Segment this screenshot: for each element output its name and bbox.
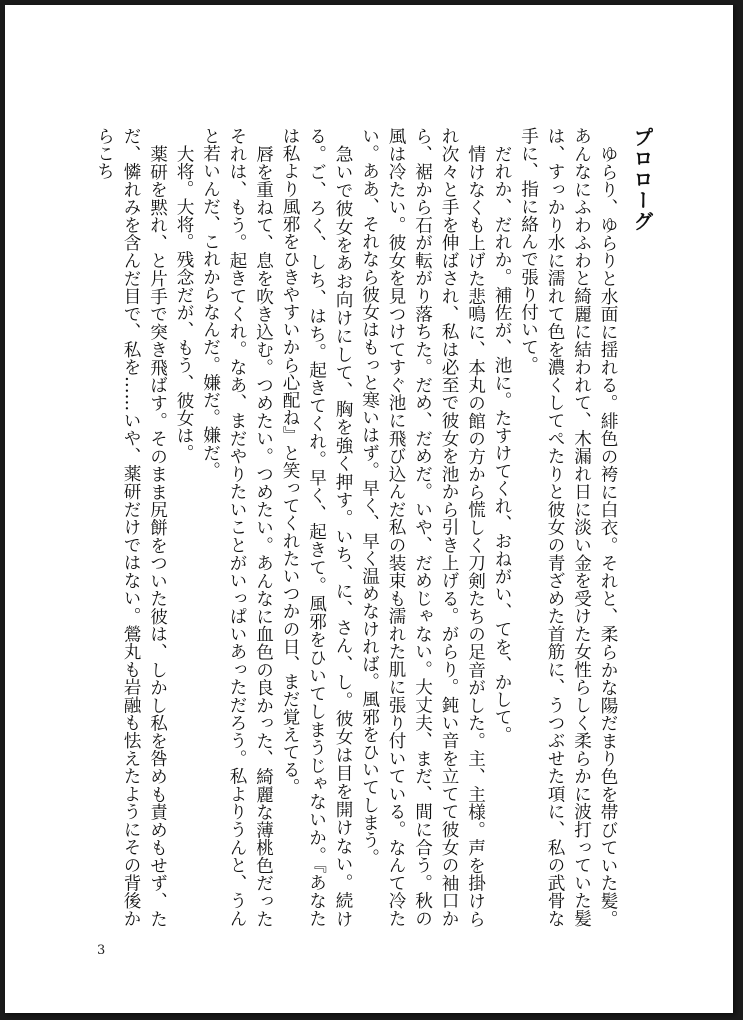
paragraph: 大将。大将。残念だが、もう、彼女は。 [174, 144, 194, 462]
paragraph: だれか、だれか。補佐が、池に。たすけてくれ、おねがい、てを、かして。 [492, 144, 512, 743]
page-number: 3 [97, 943, 106, 958]
paragraph: ゆらり、ゆらりと水面に揺れる。緋色の袴に白衣。それと、柔らかな陽だまり色を帯びていた髪。あんなにふわふわと綺麗に結われて、木漏れ日に淡い金を受けた女性らしく柔らかに波打っていた髪は、すっかり水に濡れて色を濃くしてぺたりと彼女の青ざめた首筋に、うつぶせた項に、私の武骨な手に、指に絡んで張り付いて。 [518, 127, 618, 927]
chapter-title: プロローグ [630, 127, 654, 232]
book-page [5, 5, 733, 1013]
paragraph: 急いで彼女をあお向けにして、胸を強く押す。いち、に、さん、し。彼女は目を開けない。続ける。ご、ろく、しち、はち。起きてくれ。早く、起きて。風邪をひいてしまうじゃないか。『あなたは私より風邪をひきやすいから心配ね』と笑ってくれたいつかの日、まだ覚えてる。 [280, 127, 353, 927]
paragraph: 情けなくも上げた悲鳴に、本丸の館の方から慌しく刀剣たちの足音がした。主、主様。声を掛けられ次々と手を伸ばされ、私は必至で彼女を池から引き上げる。がらり。鈍い音を立てて彼女の袖口から、裾から石が転がり落ちた。だめ、だめだ。いや、だめじゃない。大丈夫、まだ、間に合う。秋の風は冷たい。彼女を見つけてすぐ池に飛び込んだ私の装束も濡れた肌に張り付いている。なんて冷たい。ああ、それなら彼女はもっと寒いはず。早く、早く温めなければ。風邪をひいてしまう。 [359, 127, 486, 927]
paragraph: 薬研を黙れ、と片手で突き飛ばす。そのまま尻餅をついた彼は、しかし私を咎めも責めもせず、ただ、憐れみを含んだ目で、私を……いや、薬研だけではない。鶯丸も岩融も怯えたようにその背後からこち [94, 127, 168, 927]
paragraph: 唇を重ねて、息を吹き込む。つめたい。つめたい。あんなに血色の良かった、綺麗な薄桃色だったそれは、もう。起きてくれ。なあ、まだやりたいことがいっぱいあっただろう。私よりうんと、うんと若いんだ、これからなんだ。嫌だ。嫌だ。 [200, 127, 274, 927]
vertical-text-block [94, 127, 655, 927]
